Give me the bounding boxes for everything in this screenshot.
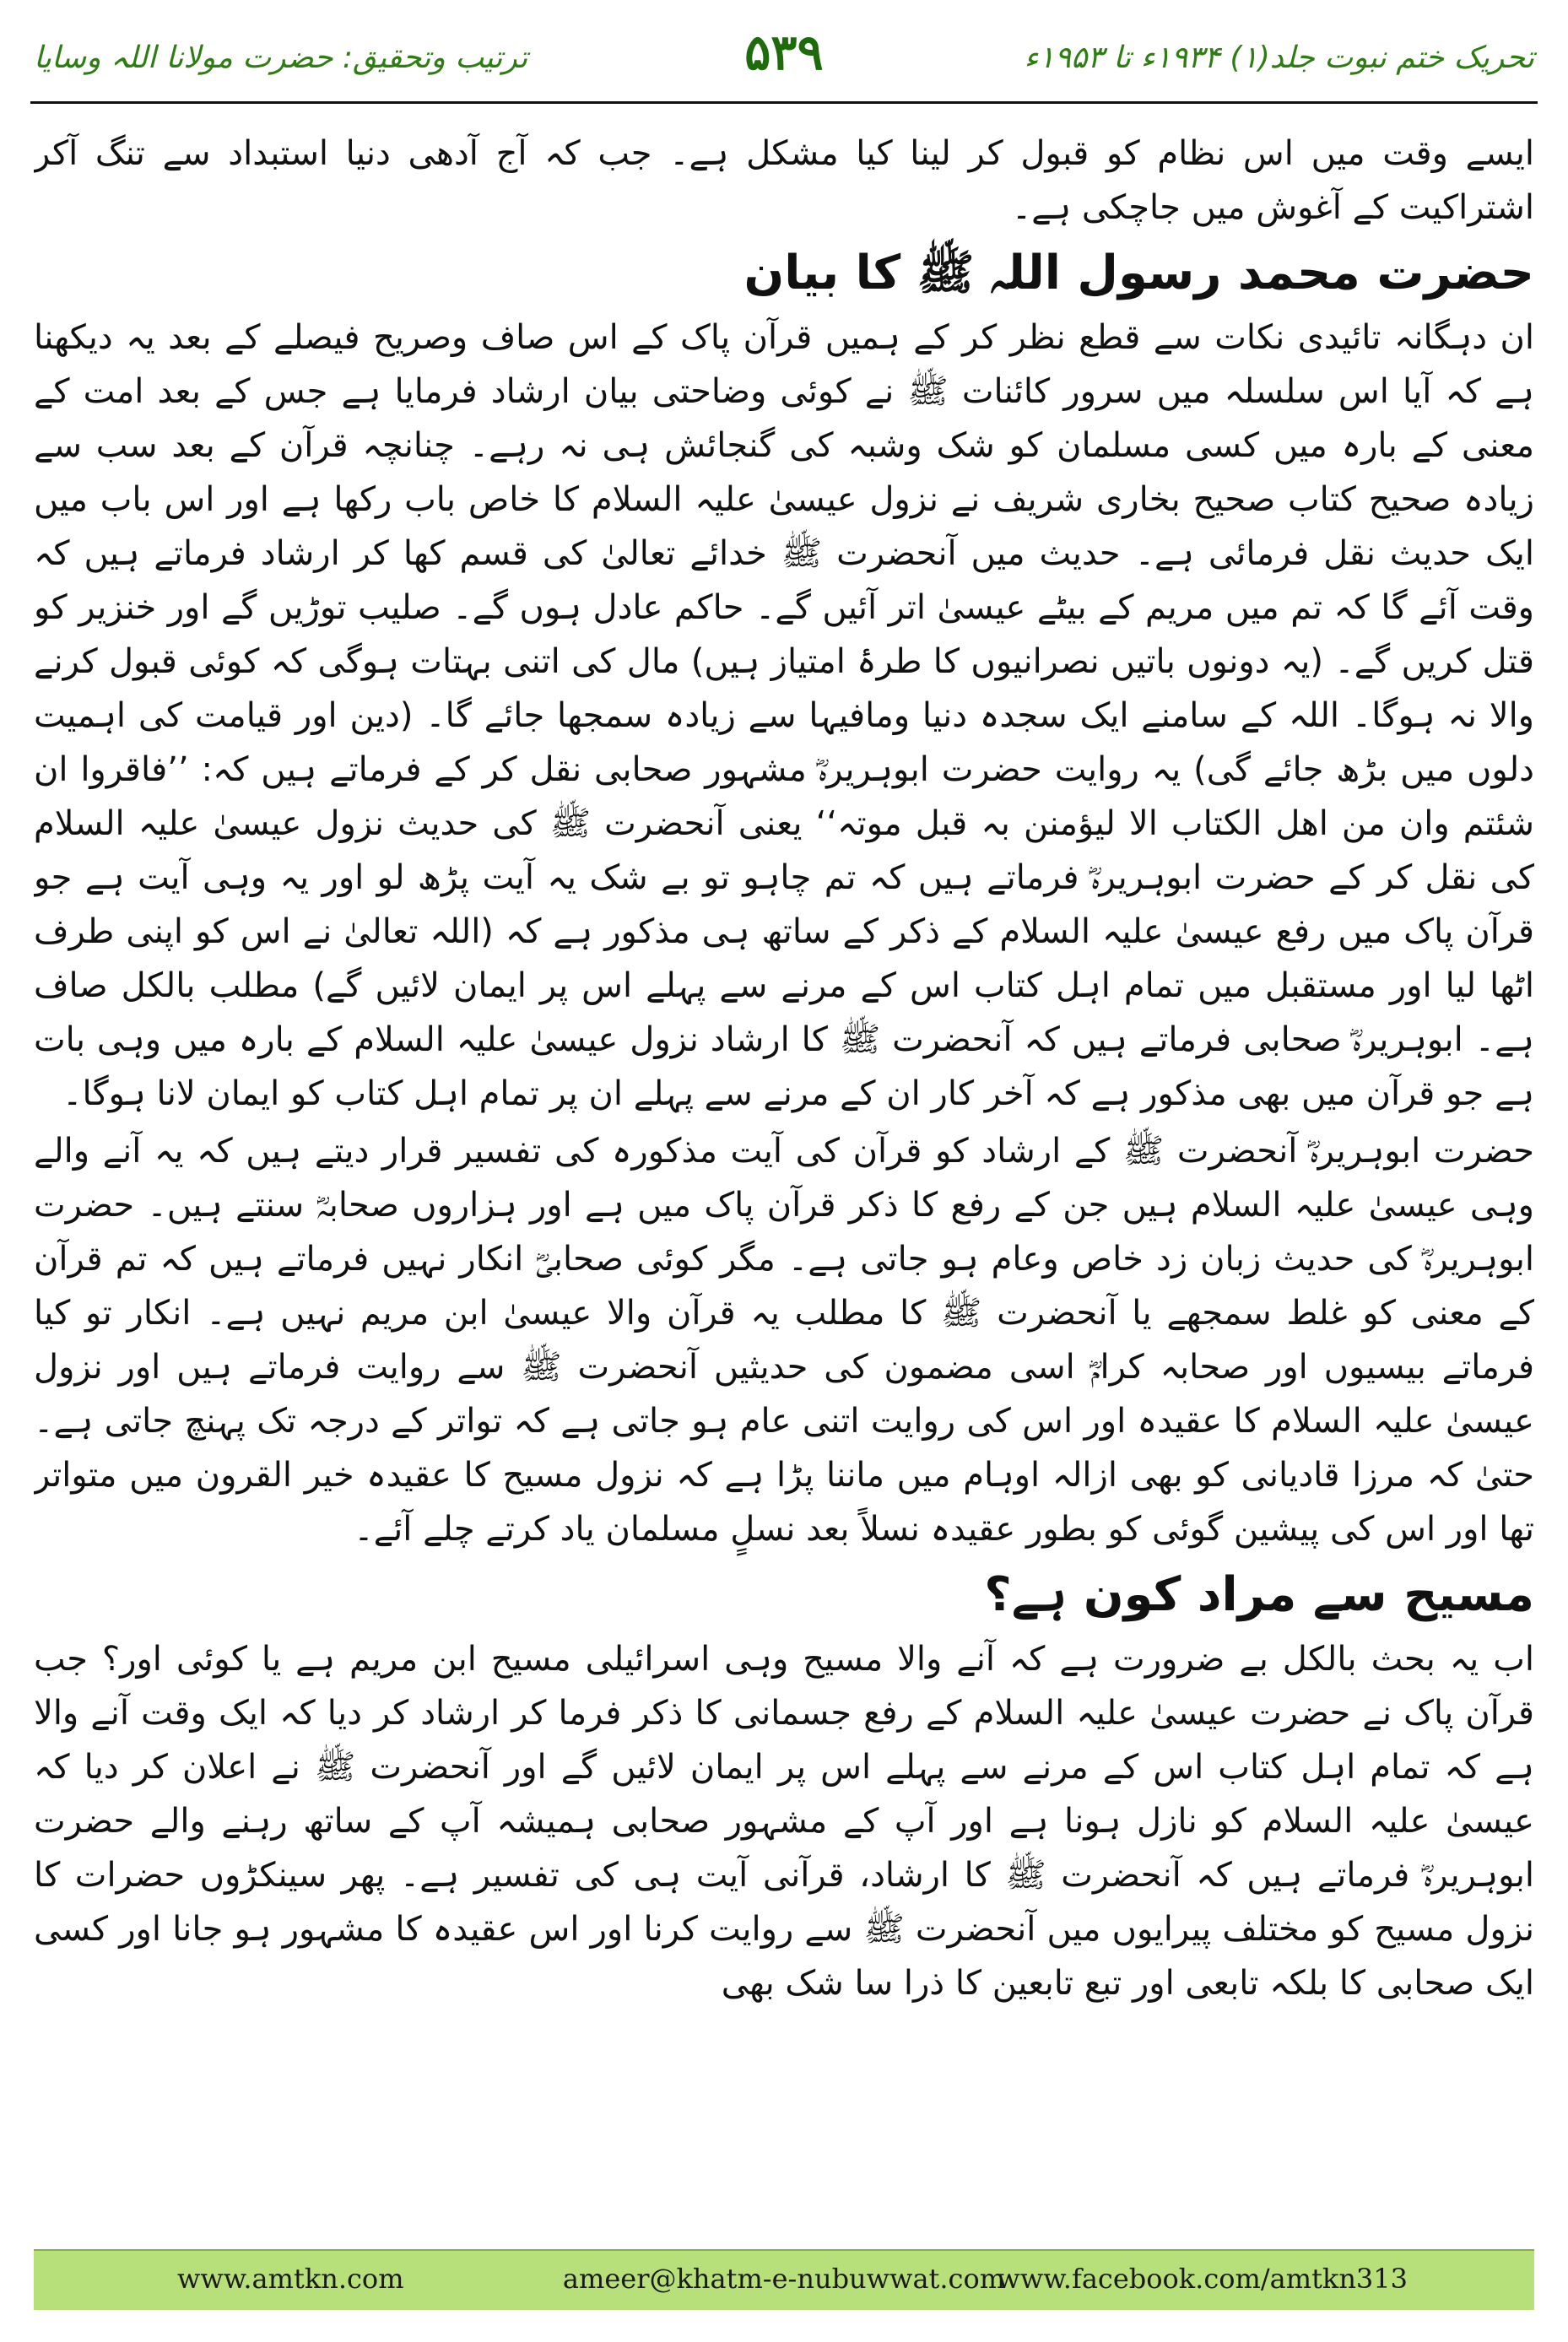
page-number: ۵۳۹	[744, 24, 824, 81]
page-header	[34, 24, 1534, 91]
book-title: تحریک ختم نبوت جلد(۱) ۱۹۳۴ء تا ۱۹۵۳ء	[1024, 41, 1534, 75]
page-footer	[34, 2249, 1534, 2310]
header-divider	[30, 101, 1538, 104]
email-link[interactable]: ameer@khatm-e-nubuwwat.com	[562, 2263, 1006, 2295]
facebook-link[interactable]: www.facebook.com/amtkn313	[997, 2263, 1408, 2295]
compiler-credit: ترتیب وتحقیق: حضرت مولانا اللہ وسایا	[34, 41, 528, 75]
section-heading-statement: حضرت محمد رسول اللہ ﷺ کا بیان	[743, 246, 1534, 300]
paragraph-1: ایسے وقت میں اس نظام کو قبول کر لینا کیا مشکل ہے۔ جب کہ آج آدھی دنیا استبداد سے تنگ آکر اشتراکیت کے آغوش میں جاچکی ہے۔	[34, 134, 1534, 227]
paragraph-3: حضرت ابوہریرہؓ آنحضرت ﷺ کے ارشاد کو قرآن کی آیت مذکورہ کی تفسیر قرار دیتے ہیں کہ یہ آنے والے وہی عیسیٰ علیہ السلام ہیں جن کے رفع کا ذکر قرآن پاک میں ہے اور ہزاروں صحابہؓ سنتے ہیں۔ حضرت ابوہریرہؓ کی حدیث زبان زد خاص وعام ہو جاتی ہے۔ مگر کوئی صحابیؓ انکار نہیں فرماتے ہیں کہ تم قرآن کے معنی کو غلط سمجھے یا آنحضرت ﷺ کا مطلب یہ قرآن والا عیسیٰ ابن مریم نہیں ہے۔ انکار تو کیا فرماتے بیسیوں اور صحابہ کرامؓ اسی مضمون کی حدیثیں آنحضرت ﷺ سے روایت فرماتے ہیں اور نزول عیسیٰ علیہ السلام کا عقیدہ اور اس کی روایت اتنی عام ہو جاتی ہے کہ تواتر کے درجہ تک پہنچ جاتی ہے۔ حتیٰ کہ مرزا قادیانی کو بھی ازالہ اوہام میں ماننا پڑا ہے کہ نزول مسیح کا عقیدہ خیر القرون میں متواتر تھا اور اس کی پیشین گوئی کو بطور عقیدہ نسلاً بعد نسلٍ مسلمان یاد کرتے چلے آئے۔	[34, 1132, 1534, 1549]
paragraph-2: ان دہگانہ تائیدی نکات سے قطع نظر کر کے ہمیں قرآن پاک کے اس صاف وصریح فیصلے کے بعد یہ دیکھنا ہے کہ آیا اس سلسلہ میں سرور کائنات ﷺ نے کوئی وضاحتی بیان ارشاد فرمایا ہے جس کے بعد امت کے معنی کے بارہ میں کسی مسلمان کو شک وشبہ کی گنجائش ہی نہ رہے۔ چنانچہ قرآن کے بعد سب سے زیادہ صحیح کتاب صحیح بخاری شریف نے نزول عیسیٰ علیہ السلام کا خاص باب رکھا ہے اور اس باب میں ایک حدیث نقل فرمائی ہے۔ حدیث میں آنحضرت ﷺ خدائے تعالیٰ کی قسم کھا کر ارشاد فرماتے ہیں کہ وقت آئے گا کہ تم میں مریم کے بیٹے عیسیٰ اتر آئیں گے۔ حاکم عادل ہوں گے۔ صلیب توڑیں گے اور خنزیر کو قتل کریں گے۔ (یہ دونوں باتیں نصرانیوں کا طرۂ امتیاز ہیں) مال کی اتنی بہتات ہوگی کہ کوئی قبول کرنے والا نہ ہوگا۔ اللہ کے سامنے ایک سجدہ دنیا ومافیہا سے زیادہ سمجھا جائے گا۔ (دین اور قیامت کی اہمیت دلوں میں بڑھ جائے گی) یہ روایت حضرت ابوہریرہؓ مشہور صحابی نقل کر کے فرماتے ہیں کہ: ’’فاقروا ان شئتم وان من اھل الکتاب الا لیؤمنن بہ قبل موتہ‘‘ یعنی آنحضرت ﷺ کی حدیث نزول عیسیٰ علیہ السلام کی نقل کر کے حضرت ابوہریرہؓ فرماتے ہیں کہ تم چاہو تو بے شک یہ آیت پڑھ لو اور یہ وہی آیت ہے جو قرآن پاک میں رفع عیسیٰ علیہ السلام کے ذکر کے ساتھ ہی مذکور ہے کہ (اللہ تعالیٰ نے اس کو اپنی طرف اٹھا لیا اور مستقبل میں تمام اہل کتاب اس کے مرنے سے پہلے اس پر ایمان لائیں گے) مطلب بالکل صاف ہے۔ ابوہریرہؓ صحابی فرماتے ہیں کہ آنحضرت ﷺ کا ارشاد نزول عیسیٰ علیہ السلام کے بارہ میں وہی بات ہے جو قرآن میں بھی مذکور ہے کہ آخر کار ان کے مرنے سے پہلے ان پر تمام اہل کتاب کو ایمان لانا ہوگا۔	[34, 318, 1534, 1113]
paragraph-4: اب یہ بحث بالکل بے ضرورت ہے کہ آنے والا مسیح وہی اسرائیلی مسیح ابن مریم ہے یا کوئی اور؟ جب قرآن پاک نے حضرت عیسیٰ علیہ السلام کے رفع جسمانی کا ذکر فرما کر ارشاد کر دیا کہ ایک وقت آنے والا ہے کہ تمام اہل کتاب اس کے مرنے سے پہلے اس پر ایمان لائیں گے اور آنحضرت ﷺ نے اعلان کر دیا کہ عیسیٰ علیہ السلام کو نازل ہونا ہے اور آپ کے مشہور صحابی ہمیشہ آپ کے ساتھ رہنے والے حضرت ابوہریرہؓ فرماتے ہیں کہ آنحضرت ﷺ کا ارشاد، قرآنی آیت ہی کی تفسیر ہے۔ پھر سینکڑوں حضرات کا نزول مسیح کو مختلف پیرایوں میں آنحضرت ﷺ سے روایت کرنا اور اس عقیدہ کا مشہور ہو جانا اور کسی ایک صحابی کا بلکہ تابعی اور تبع تابعین کا ذرا سا شک بھی	[34, 1640, 1534, 2003]
website-link[interactable]: www.amtkn.com	[177, 2263, 404, 2295]
section-heading-messiah: مسیح سے مراد کون ہے؟	[984, 1567, 1534, 1622]
page-body	[34, 127, 1534, 2215]
